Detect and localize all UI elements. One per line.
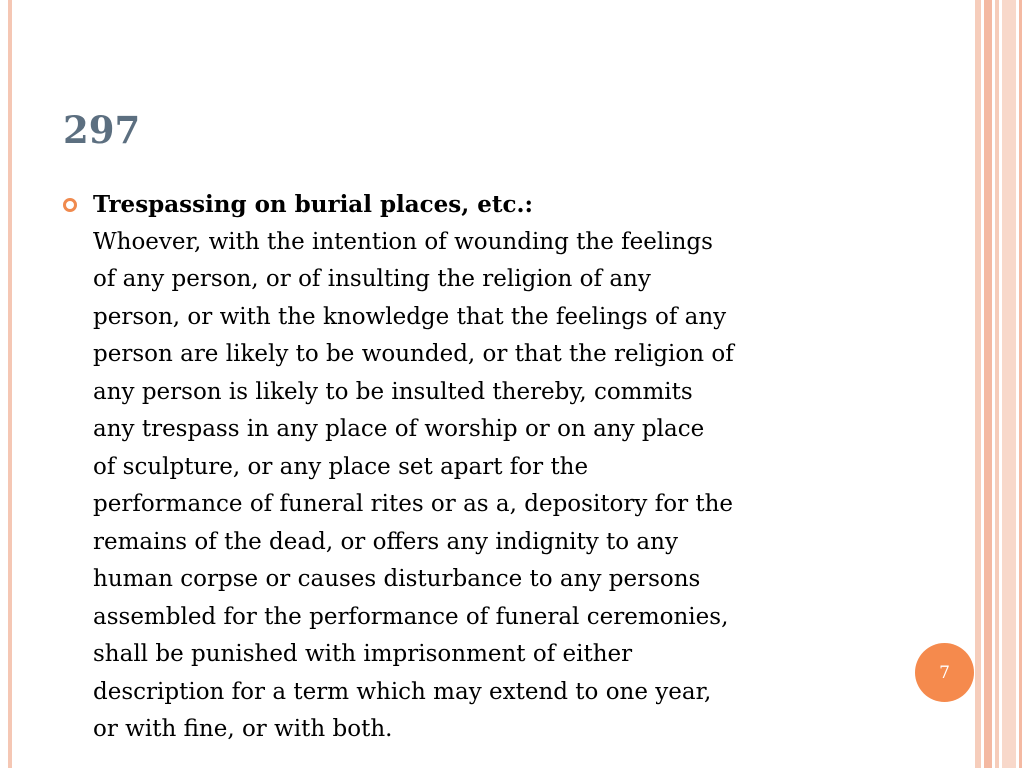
frame-right-line (984, 0, 992, 768)
slide-title: 297 (63, 108, 141, 152)
frame-right-line (1019, 0, 1022, 768)
page-number-badge (915, 643, 974, 702)
bullet-content (93, 186, 893, 749)
body-line: performance of funeral rites or as a, depository for the (93, 491, 734, 517)
body-line: assembled for the performance of funeral ceremonies, (93, 603, 729, 630)
body-line: any person is likely to be insulted thereby, commits (93, 378, 693, 405)
body-line: of any person, or of insulting the religion of any (93, 266, 651, 292)
body-line: person, or with the knowledge that the feelings of any (93, 303, 727, 330)
frame-left-line (8, 0, 12, 768)
page-number: 7 (939, 662, 950, 683)
bullet-heading: Trespassing on burial places, etc.: (93, 191, 534, 218)
frame-right-line (1002, 0, 1016, 768)
body-line: remains of the dead, or offers any indignity to any (93, 528, 678, 555)
body-line: Whoever, with the intention of wounding the feelings (93, 228, 713, 255)
frame-right-line (995, 0, 999, 768)
body-line: description for a term which may extend to one year, (93, 678, 712, 705)
body-line: shall be punished with imprisonment of either (93, 641, 633, 667)
bullet-circle-icon (63, 198, 77, 212)
body-line: person are likely to be wounded, or that the religion of (93, 341, 734, 367)
body-line: or with fine, or with both. (93, 716, 393, 742)
body-line: human corpse or causes disturbance to any persons (93, 566, 701, 592)
body-line: of sculpture, or any place set apart for the (93, 453, 589, 480)
body-line: any trespass in any place of worship or on any place (93, 416, 705, 442)
frame-right-line (975, 0, 981, 768)
